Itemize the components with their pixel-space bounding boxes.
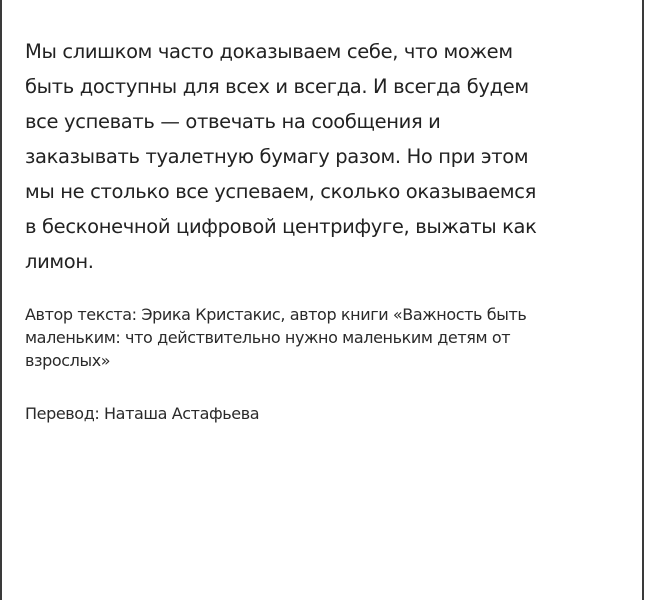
frame-right-border — [642, 0, 644, 600]
author-credit-line: маленьким: что действительно нужно маленьким детям от — [25, 328, 511, 347]
paragraph-line: в бесконечной цифровой центрифуге, выжаты как — [25, 215, 537, 238]
frame-left-border — [0, 0, 2, 600]
paragraph-line: мы не столько все успеваем, сколько оказываемся — [25, 180, 536, 203]
author-credit — [25, 303, 625, 372]
article-content — [25, 34, 625, 425]
author-credit-line: взрослых» — [25, 351, 111, 370]
main-paragraph — [25, 34, 625, 279]
translation-credit-line: Перевод: Наташа Астафьева — [25, 404, 260, 423]
paragraph-line: лимон. — [25, 250, 94, 273]
paragraph-line: Мы слишком часто доказываем себе, что можем — [25, 40, 513, 63]
paragraph-line: заказывать туалетную бумагу разом. Но при этом — [25, 145, 529, 168]
paragraph-line: быть доступны для всех и всегда. И всегда будем — [25, 75, 529, 98]
translation-credit — [25, 402, 625, 425]
paragraph-line: все успевать — отвечать на сообщения и — [25, 110, 441, 133]
author-credit-line: Автор текста: Эрика Кристакис, автор книги «Важность быть — [25, 305, 527, 324]
